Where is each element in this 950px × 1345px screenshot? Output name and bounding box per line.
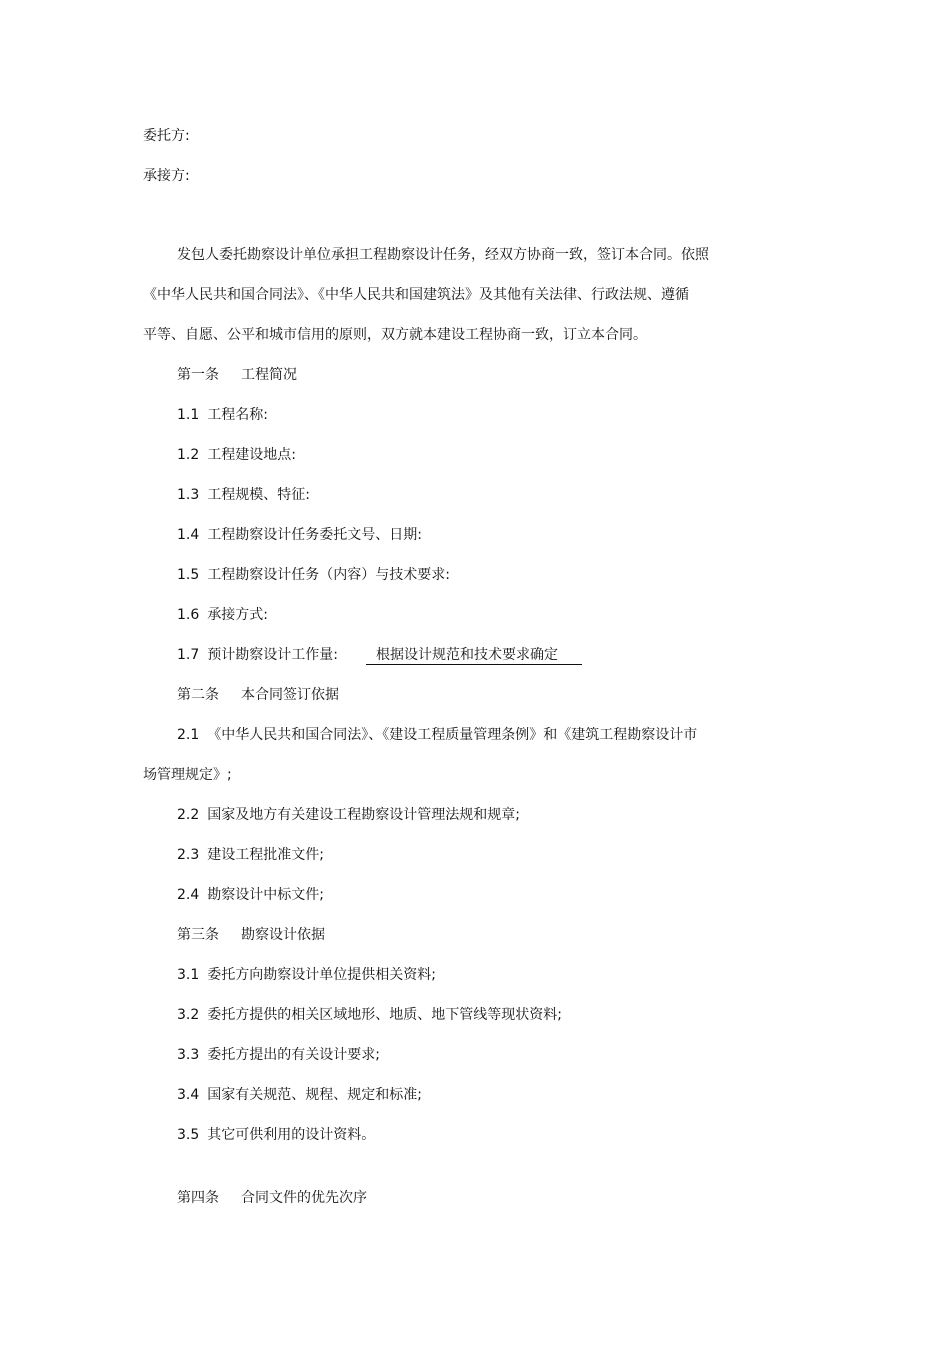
clause-number: 1.2	[177, 447, 200, 463]
clause-text: 工程规模、特征:	[207, 487, 310, 503]
clause-2-1-continuation: 场管理规定》;	[143, 767, 232, 783]
clause-text: 《中华人民共和国合同法》、《建设工程质量管理条例》和《建筑工程勘察设计市	[207, 727, 698, 743]
preamble-line-3: 平等、自愿、公平和城市信用的原则，双方就本建设工程协商一致，订立本合同。	[143, 327, 647, 343]
clause-number: 2.1	[177, 727, 200, 743]
clause-1-2	[177, 446, 296, 464]
clause-3-5	[177, 1126, 375, 1144]
clause-number: 3.3	[177, 1047, 200, 1063]
clause-3-1	[177, 966, 436, 984]
clause-number: 3.5	[177, 1127, 200, 1143]
clause-text: 国家有关规范、规程、规定和标准;	[207, 1087, 422, 1103]
article-2-heading	[177, 686, 339, 704]
preamble-line-2: 《中华人民共和国合同法》、《中华人民共和国建筑法》及其他有关法律、行政法规、遵循	[143, 287, 689, 303]
article-4-heading	[177, 1189, 367, 1207]
clause-number: 1.6	[177, 607, 200, 623]
clause-1-1	[177, 406, 268, 424]
clause-1-4	[177, 526, 422, 544]
clause-number: 1.5	[177, 567, 200, 583]
clause-number: 1.3	[177, 487, 200, 503]
clause-text: 国家及地方有关建设工程勘察设计管理法规和规章;	[207, 807, 520, 823]
clause-text: 工程名称:	[207, 407, 268, 423]
workload-filled-blank: 根据设计规范和技术要求确定	[366, 647, 582, 665]
clause-text: 预计勘察设计工作量:	[207, 647, 338, 663]
clause-number: 1.7	[177, 647, 200, 663]
clause-3-4	[177, 1086, 422, 1104]
clause-text: 建设工程批准文件;	[207, 847, 324, 863]
article-2-label: 第二条	[177, 687, 219, 703]
clause-number: 1.4	[177, 527, 200, 543]
clause-number: 3.2	[177, 1007, 200, 1023]
clause-text: 承接方式:	[207, 607, 268, 623]
clause-number: 1.1	[177, 407, 200, 423]
preamble-line-1: 发包人委托勘察设计单位承担工程勘察设计任务，经双方协商一致，签订本合同。依照	[177, 247, 709, 263]
clause-1-7	[177, 646, 582, 665]
contractor-label: 承接方:	[143, 168, 190, 184]
article-3-heading	[177, 926, 325, 944]
clause-number: 2.2	[177, 807, 200, 823]
clause-2-3	[177, 846, 324, 864]
clause-1-5	[177, 566, 450, 584]
clause-3-3	[177, 1046, 380, 1064]
clause-text: 委托方向勘察设计单位提供相关资料;	[207, 967, 436, 983]
clause-1-6	[177, 606, 268, 624]
clause-3-2	[177, 1006, 562, 1024]
clause-number: 2.3	[177, 847, 200, 863]
article-1-heading	[177, 366, 297, 384]
clause-text: 工程建设地点:	[207, 447, 296, 463]
article-4-title: 合同文件的优先次序	[241, 1190, 367, 1206]
clause-number: 2.4	[177, 887, 200, 903]
clause-2-2	[177, 806, 520, 824]
clause-text: 工程勘察设计任务（内容）与技术要求:	[207, 567, 450, 583]
clause-2-4	[177, 886, 324, 904]
clause-number: 3.4	[177, 1087, 200, 1103]
article-1-label: 第一条	[177, 367, 219, 383]
clause-text: 工程勘察设计任务委托文号、日期:	[207, 527, 422, 543]
clause-text: 其它可供利用的设计资料。	[207, 1127, 376, 1143]
clause-text: 勘察设计中标文件;	[207, 887, 324, 903]
clause-2-1	[177, 726, 697, 744]
clause-text: 委托方提供的相关区域地形、地质、地下管线等现状资料;	[207, 1007, 562, 1023]
article-1-title: 工程简况	[241, 367, 297, 383]
clause-number: 3.1	[177, 967, 200, 983]
article-3-title: 勘察设计依据	[241, 927, 325, 943]
article-3-label: 第三条	[177, 927, 219, 943]
clause-1-3	[177, 486, 310, 504]
client-label: 委托方:	[143, 128, 190, 144]
article-2-title: 本合同签订依据	[241, 687, 339, 703]
clause-text: 委托方提出的有关设计要求;	[207, 1047, 380, 1063]
article-4-label: 第四条	[177, 1190, 219, 1206]
